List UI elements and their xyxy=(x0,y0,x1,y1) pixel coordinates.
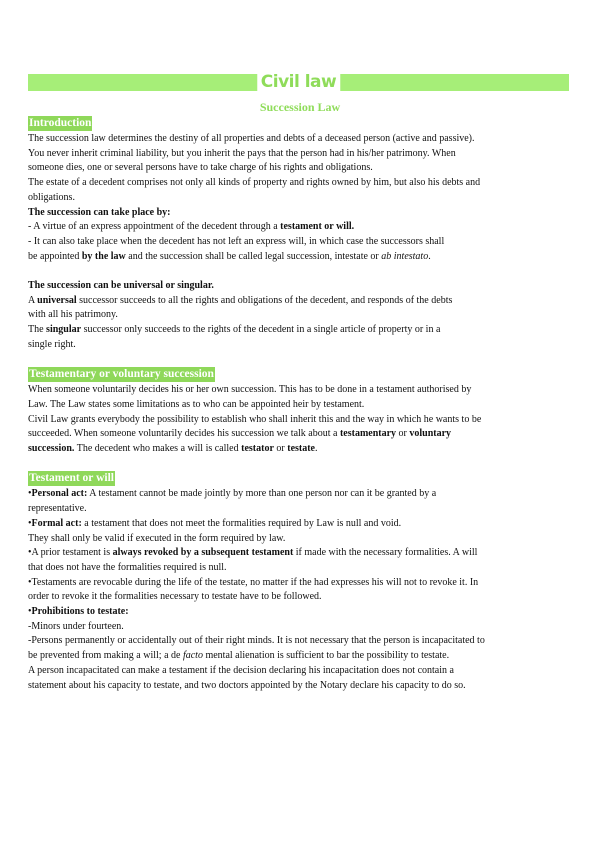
text-run: successor succeeds to all the rights and obligations of the decedent, and responds of the debts xyxy=(76,294,453,306)
text-line xyxy=(28,176,573,191)
text-line xyxy=(28,679,573,694)
text-run: order to revoke it the formalities necessary to testate have to be followed. xyxy=(28,591,322,603)
text-line xyxy=(28,590,573,605)
text-line xyxy=(28,308,573,323)
text-run: Law. The Law states some limitations as to who can be appointed heir by testament. xyxy=(28,398,365,410)
text-run: A xyxy=(28,294,38,306)
text-run: The succession law determines the destiny of all properties and debts of a deceased person (active and passive). xyxy=(28,133,475,144)
text-run: successor only succeeds to the rights of the decedent in a single article of property or in a xyxy=(81,324,441,336)
text-run: mental alienation is sufficient to bar the possibility to testate. xyxy=(202,650,450,662)
text-run: -Minors under fourteen. xyxy=(28,620,124,632)
text-line xyxy=(28,620,573,635)
bold-text: The succession can be universal or singular. xyxy=(28,280,214,292)
bold-text: testament or will. xyxy=(280,221,355,233)
text-line xyxy=(28,323,573,338)
text-run: be prevented from making a will; a de xyxy=(28,650,183,662)
section xyxy=(28,116,573,264)
text-run: •A prior testament is xyxy=(28,547,113,559)
text-run: A testament cannot be made jointly by more than one person nor can it be granted by a xyxy=(87,488,437,500)
italic-text: facto xyxy=(182,650,203,662)
text-line xyxy=(28,487,573,502)
text-run: with all his patrimony. xyxy=(28,309,118,321)
text-line xyxy=(28,398,573,413)
text-run: They shall only be valid if executed in the form required by law. xyxy=(28,532,286,544)
text-line xyxy=(28,294,573,309)
text-run: You never inherit criminal liability, but you inherit the pays that the person had in his/her patrimony. When xyxy=(28,147,456,159)
text-line xyxy=(28,427,573,442)
document-body xyxy=(28,116,573,693)
section-heading: Testament or will xyxy=(29,472,114,485)
text-line xyxy=(28,532,573,547)
text-run: •Testaments are revocable during the life of the testate, no matter if the had expresses his will not to revoke it. In xyxy=(28,576,479,588)
section-heading: Introduction xyxy=(29,117,92,129)
text-run: . xyxy=(428,250,431,262)
text-run: single right. xyxy=(28,338,76,350)
text-run: or xyxy=(273,443,288,455)
text-run: A person incapacitated can make a testament if the decision declaring his incapacitation does not contain a xyxy=(28,664,454,676)
text-line xyxy=(28,517,573,532)
text-line xyxy=(28,220,573,235)
text-run: obligations. xyxy=(28,191,75,203)
text-line xyxy=(28,161,573,176)
text-run: statement about his capacity to testate, and two doctors appointed by the Notary declare his capacity to do so. xyxy=(28,679,466,691)
text-line xyxy=(28,413,573,428)
text-run: • xyxy=(28,517,32,529)
bold-text: universal xyxy=(37,294,77,306)
bold-text: Prohibitions to testate: xyxy=(31,606,129,618)
text-run: When someone voluntarily decides his or her own succession. This has to be done in a testament authorised by xyxy=(28,384,472,396)
text-run: -Persons permanently or accidentally out of their right minds. It is not necessary that the person is incapacitated to xyxy=(28,635,485,647)
bold-text: Personal act: xyxy=(31,488,88,500)
text-line xyxy=(28,649,573,664)
text-run: succeeded. When someone voluntarily decides his succession we talk about a xyxy=(28,428,340,440)
document-subtitle: Succession Law xyxy=(259,100,341,114)
text-run: - It can also take place when the decedent has not left an express will, in which case the successors shall xyxy=(28,235,445,247)
text-line xyxy=(28,634,573,649)
text-run: representative. xyxy=(28,503,87,515)
text-line xyxy=(28,664,573,679)
text-run: be appointed xyxy=(28,250,82,262)
section-heading: Testamentary or voluntary succession xyxy=(29,368,214,381)
bold-text: testamentary xyxy=(339,428,397,440)
text-run: • xyxy=(28,488,32,500)
bold-text: voluntary xyxy=(409,428,452,440)
text-run: - A virtue of an express appointment of the decedent through a xyxy=(28,221,281,233)
text-run: Civil Law grants everybody the possibility to establish who shall inherit this and the way in which he wants to be xyxy=(28,413,482,425)
section xyxy=(28,471,573,693)
title-bar xyxy=(28,74,569,91)
text-line xyxy=(28,502,573,517)
text-line xyxy=(28,383,573,398)
bold-text: The succession can take place by: xyxy=(28,206,171,218)
section xyxy=(28,279,573,353)
text-line xyxy=(28,147,573,162)
bold-text: by the law xyxy=(81,250,126,262)
italic-text: ab intestato xyxy=(381,250,429,262)
text-run: and the succession shall be called legal succession, intestate or xyxy=(125,250,382,262)
text-run: or xyxy=(396,428,410,440)
text-line xyxy=(28,605,573,620)
text-line xyxy=(28,546,573,561)
text-run: The estate of a decedent comprises not only all kinds of property and rights owned by him, but also his debts and xyxy=(28,177,481,189)
text-line xyxy=(28,235,573,250)
bold-text: Formal act: xyxy=(31,517,82,529)
text-line xyxy=(28,206,573,221)
bold-text: singular xyxy=(46,324,82,336)
text-line xyxy=(28,250,573,265)
text-run: if made with the necessary formalities. A will xyxy=(293,547,478,559)
bold-text: testator xyxy=(241,443,274,455)
text-run: that does not have the formalities required is null. xyxy=(28,561,227,573)
text-line xyxy=(28,561,573,576)
section xyxy=(28,367,573,457)
text-run: someone dies, one or several persons have to take charge of his rights and obligations. xyxy=(28,162,373,174)
text-line xyxy=(28,191,573,206)
text-run: . xyxy=(315,443,318,455)
text-line xyxy=(28,279,573,294)
bold-text: always revoked by a subsequent testament xyxy=(112,547,294,559)
text-line xyxy=(28,442,573,457)
text-run: • xyxy=(28,606,32,618)
text-run: The xyxy=(28,324,47,336)
document-title: Civil law xyxy=(257,71,340,93)
text-run: The decedent who makes a will is called xyxy=(74,443,242,455)
text-line xyxy=(28,576,573,591)
text-line xyxy=(28,132,573,147)
text-run: a testament that does not meet the formalities required by Law is null and void. xyxy=(81,517,402,529)
text-line xyxy=(28,338,573,353)
bold-text: succession. xyxy=(28,443,75,455)
bold-text: testate xyxy=(287,443,315,455)
